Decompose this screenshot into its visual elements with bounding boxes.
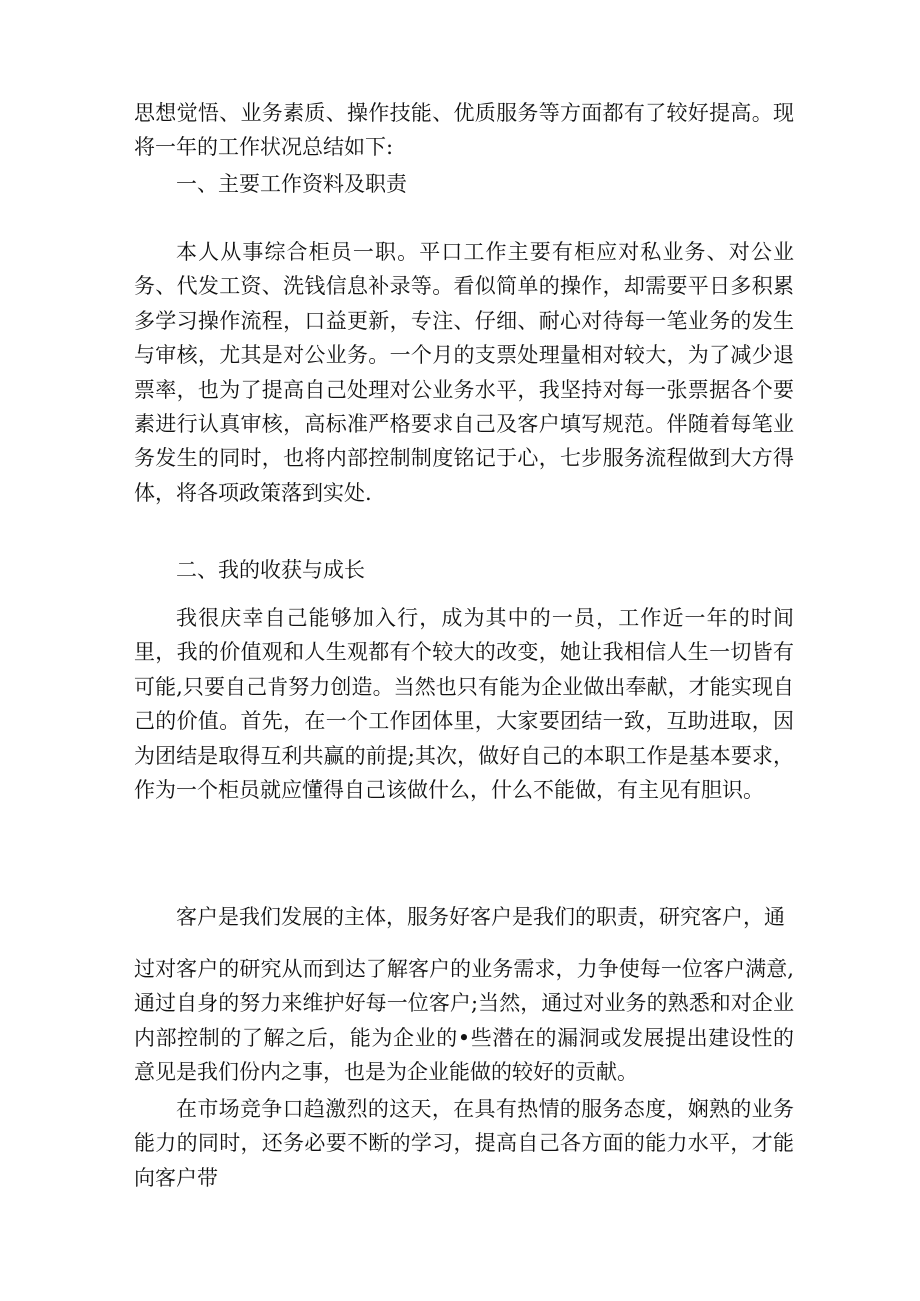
- paragraph-customers-cont: 过对客户的研究从而到达了解客户的业务需求，力争使每一位客户满意,通过自身的努力来维护好每一位客户;当然，通过对业务的熟悉和对企业内部控制的了解之后，能为企业的•些潜在的漏洞或发展提出建设性的意见是我们份内之事，也是为企业能做的较好的贡献。: [134, 957, 794, 1085]
- paragraph-market: 在市场竞争口趋激烈的这天，在具有热情的服务态度，娴熟的业务能力的同时，还务必要不断的学习，提高自己各方面的能力水平，才能向客户带: [134, 1097, 794, 1190]
- paragraph-growth: 我很庆幸自己能够加入行，成为其中的一员，工作近一年的时间里，我的价值观和人生观都有个较大的改变，她让我相信人生一切皆有可能,只要自己肯努力创造。当然也只有能为企业做出奉献，才能实现自己的价值。首先，在一个工作团体里，大家要团结一致，互助进取，因为团结是取得互利共赢的前提;其次，做好自己的本职工作是基本要求，作为一个柜员就应懂得自己该做什么，什么不能做，有主见有胆识。: [134, 606, 794, 803]
- section-heading-growth: 二、我的收获与成长: [176, 558, 365, 582]
- paragraph-duties: 本人从事综合柜员一职。平口工作主要有柜应对私业务、对公业务、代发工资、洗钱信息补录等。看似简单的操作，却需要平日多积累多学习操作流程，口益更新，专注、仔细、耐心对待每一笔业务的发生与审核，尤其是对公业务。一个月的支票处理量相对较大，为了减少退票率，也为了提高自己处理对公业务水平，我坚持对每一张票据各个要素进行认真审核，高标准严格要求自己及客户填写规范。伴随着每笔业务发生的同时，也将内部控制制度铭记于心，七步服务流程做到大方得体，将各项政策落到实处.: [134, 240, 794, 505]
- paragraph-customers-start: 客户是我们发展的主体，服务好客户是我们的职责，研究客户，通: [176, 905, 785, 929]
- paragraph-intro: 思想觉悟、业务素质、操作技能、优质服务等方面都有了较好提高。现将一年的工作状况总结如下:: [134, 101, 794, 160]
- section-heading-duties: 一、主要工作资料及职责: [176, 172, 407, 196]
